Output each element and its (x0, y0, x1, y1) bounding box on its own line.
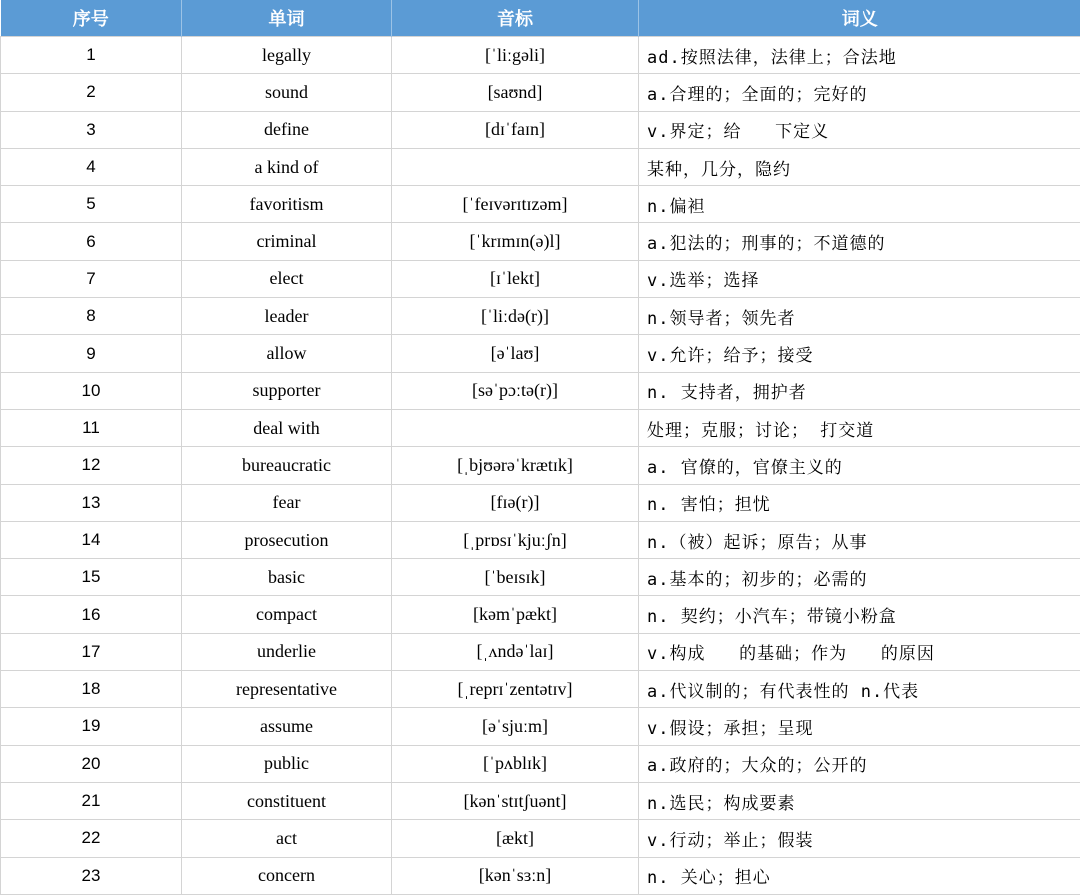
row-meaning: v.界定；给 下定义 (639, 111, 1080, 148)
row-phonetic (392, 409, 639, 446)
row-number: 6 (1, 223, 182, 260)
row-number: 13 (1, 484, 182, 521)
row-phonetic: [ˈkrɪmɪn(ə)l] (392, 223, 639, 260)
row-meaning: n.（被）起诉；原告；从事 (639, 521, 1080, 558)
row-phonetic: [dɪˈfaɪn] (392, 111, 639, 148)
header-row (1, 0, 1080, 37)
row-word: supporter (182, 372, 392, 409)
table-row (1, 484, 1080, 521)
row-meaning: v.假设；承担；呈现 (639, 708, 1080, 745)
row-phonetic: [ˈliːgəli] (392, 37, 639, 74)
row-meaning: a.代议制的；有代表性的 n.代表 (639, 671, 1080, 708)
row-word: deal with (182, 409, 392, 446)
row-word: act (182, 820, 392, 857)
row-word: elect (182, 260, 392, 297)
row-number: 21 (1, 782, 182, 819)
table-row (1, 111, 1080, 148)
row-phonetic: [əˈsjuːm] (392, 708, 639, 745)
table-row (1, 857, 1080, 894)
row-word: compact (182, 596, 392, 633)
row-phonetic: [ˌbjʊərəˈkrætɪk] (392, 447, 639, 484)
row-number: 7 (1, 260, 182, 297)
row-number: 5 (1, 186, 182, 223)
table-row (1, 186, 1080, 223)
row-phonetic: [ˌreprɪˈzentətɪv] (392, 671, 639, 708)
header-phonetic: 音标 (392, 0, 639, 37)
row-number: 18 (1, 671, 182, 708)
row-word: sound (182, 74, 392, 111)
row-meaning: a. 官僚的，官僚主义的 (639, 447, 1080, 484)
table-row (1, 74, 1080, 111)
row-word: criminal (182, 223, 392, 260)
row-meaning: a.政府的；大众的；公开的 (639, 745, 1080, 782)
row-word: public (182, 745, 392, 782)
table-row (1, 148, 1080, 185)
row-phonetic: [ˈpʌblɪk] (392, 745, 639, 782)
table-body (1, 37, 1080, 895)
row-phonetic: [ˌʌndəˈlaɪ] (392, 633, 639, 670)
row-word: representative (182, 671, 392, 708)
row-meaning: v.构成 的基础；作为 的原因 (639, 633, 1080, 670)
row-meaning: 处理；克服；讨论； 打交道 (639, 409, 1080, 446)
row-meaning: a.犯法的；刑事的；不道德的 (639, 223, 1080, 260)
row-number: 14 (1, 521, 182, 558)
row-number: 22 (1, 820, 182, 857)
row-word: favoritism (182, 186, 392, 223)
row-word: constituent (182, 782, 392, 819)
row-number: 16 (1, 596, 182, 633)
row-phonetic: [kənˈstɪtʃuənt] (392, 782, 639, 819)
table-row (1, 745, 1080, 782)
row-number: 3 (1, 111, 182, 148)
table-row (1, 298, 1080, 335)
row-word: prosecution (182, 521, 392, 558)
row-phonetic: [ˈliːdə(r)] (392, 298, 639, 335)
row-word: assume (182, 708, 392, 745)
table-row (1, 521, 1080, 558)
row-phonetic: [kəmˈpækt] (392, 596, 639, 633)
table-row (1, 596, 1080, 633)
row-meaning: v.行动；举止；假装 (639, 820, 1080, 857)
header-word: 单词 (182, 0, 392, 37)
row-number: 12 (1, 447, 182, 484)
row-meaning: n. 害怕；担忧 (639, 484, 1080, 521)
row-phonetic: [saʊnd] (392, 74, 639, 111)
row-number: 4 (1, 148, 182, 185)
row-phonetic: [kənˈsɜːn] (392, 857, 639, 894)
row-meaning: n. 关心；担心 (639, 857, 1080, 894)
row-number: 2 (1, 74, 182, 111)
row-number: 17 (1, 633, 182, 670)
table-row (1, 335, 1080, 372)
row-phonetic: [fɪə(r)] (392, 484, 639, 521)
row-word: concern (182, 857, 392, 894)
table-row (1, 671, 1080, 708)
row-number: 10 (1, 372, 182, 409)
row-phonetic: [ɪˈlekt] (392, 260, 639, 297)
table-row (1, 820, 1080, 857)
row-meaning: n. 支持者，拥护者 (639, 372, 1080, 409)
row-number: 19 (1, 708, 182, 745)
table-row (1, 782, 1080, 819)
row-number: 23 (1, 857, 182, 894)
row-meaning: a.合理的；全面的；完好的 (639, 74, 1080, 111)
row-meaning: n.领导者；领先者 (639, 298, 1080, 335)
table-row (1, 559, 1080, 596)
table-row (1, 37, 1080, 74)
table-header (1, 0, 1080, 37)
row-word: define (182, 111, 392, 148)
row-number: 8 (1, 298, 182, 335)
row-meaning: n.选民；构成要素 (639, 782, 1080, 819)
row-number: 1 (1, 37, 182, 74)
row-phonetic: [ækt] (392, 820, 639, 857)
row-meaning: v.允许；给予；接受 (639, 335, 1080, 372)
row-meaning: v.选举；选择 (639, 260, 1080, 297)
table-row (1, 409, 1080, 446)
table-row (1, 223, 1080, 260)
row-word: bureaucratic (182, 447, 392, 484)
row-phonetic: [ˈbeɪsɪk] (392, 559, 639, 596)
row-word: legally (182, 37, 392, 74)
table-row (1, 708, 1080, 745)
row-number: 20 (1, 745, 182, 782)
row-phonetic: [səˈpɔːtə(r)] (392, 372, 639, 409)
row-word: leader (182, 298, 392, 335)
row-phonetic (392, 148, 639, 185)
row-meaning: ad.按照法律，法律上；合法地 (639, 37, 1080, 74)
row-word: fear (182, 484, 392, 521)
row-word: a kind of (182, 148, 392, 185)
row-phonetic: [ˌprɒsɪˈkjuːʃn] (392, 521, 639, 558)
row-meaning: n. 契约；小汽车；带镜小粉盒 (639, 596, 1080, 633)
table-row (1, 260, 1080, 297)
row-word: allow (182, 335, 392, 372)
row-number: 15 (1, 559, 182, 596)
table-row (1, 372, 1080, 409)
row-number: 11 (1, 409, 182, 446)
row-phonetic: [əˈlaʊ] (392, 335, 639, 372)
row-meaning: n.偏袒 (639, 186, 1080, 223)
header-number: 序号 (1, 0, 182, 37)
table-row (1, 633, 1080, 670)
row-word: underlie (182, 633, 392, 670)
row-phonetic: [ˈfeɪvərɪtɪzəm] (392, 186, 639, 223)
row-meaning: 某种，几分，隐约 (639, 148, 1080, 185)
row-number: 9 (1, 335, 182, 372)
row-word: basic (182, 559, 392, 596)
row-meaning: a.基本的；初步的；必需的 (639, 559, 1080, 596)
header-meaning: 词义 (639, 0, 1080, 37)
table-row (1, 447, 1080, 484)
